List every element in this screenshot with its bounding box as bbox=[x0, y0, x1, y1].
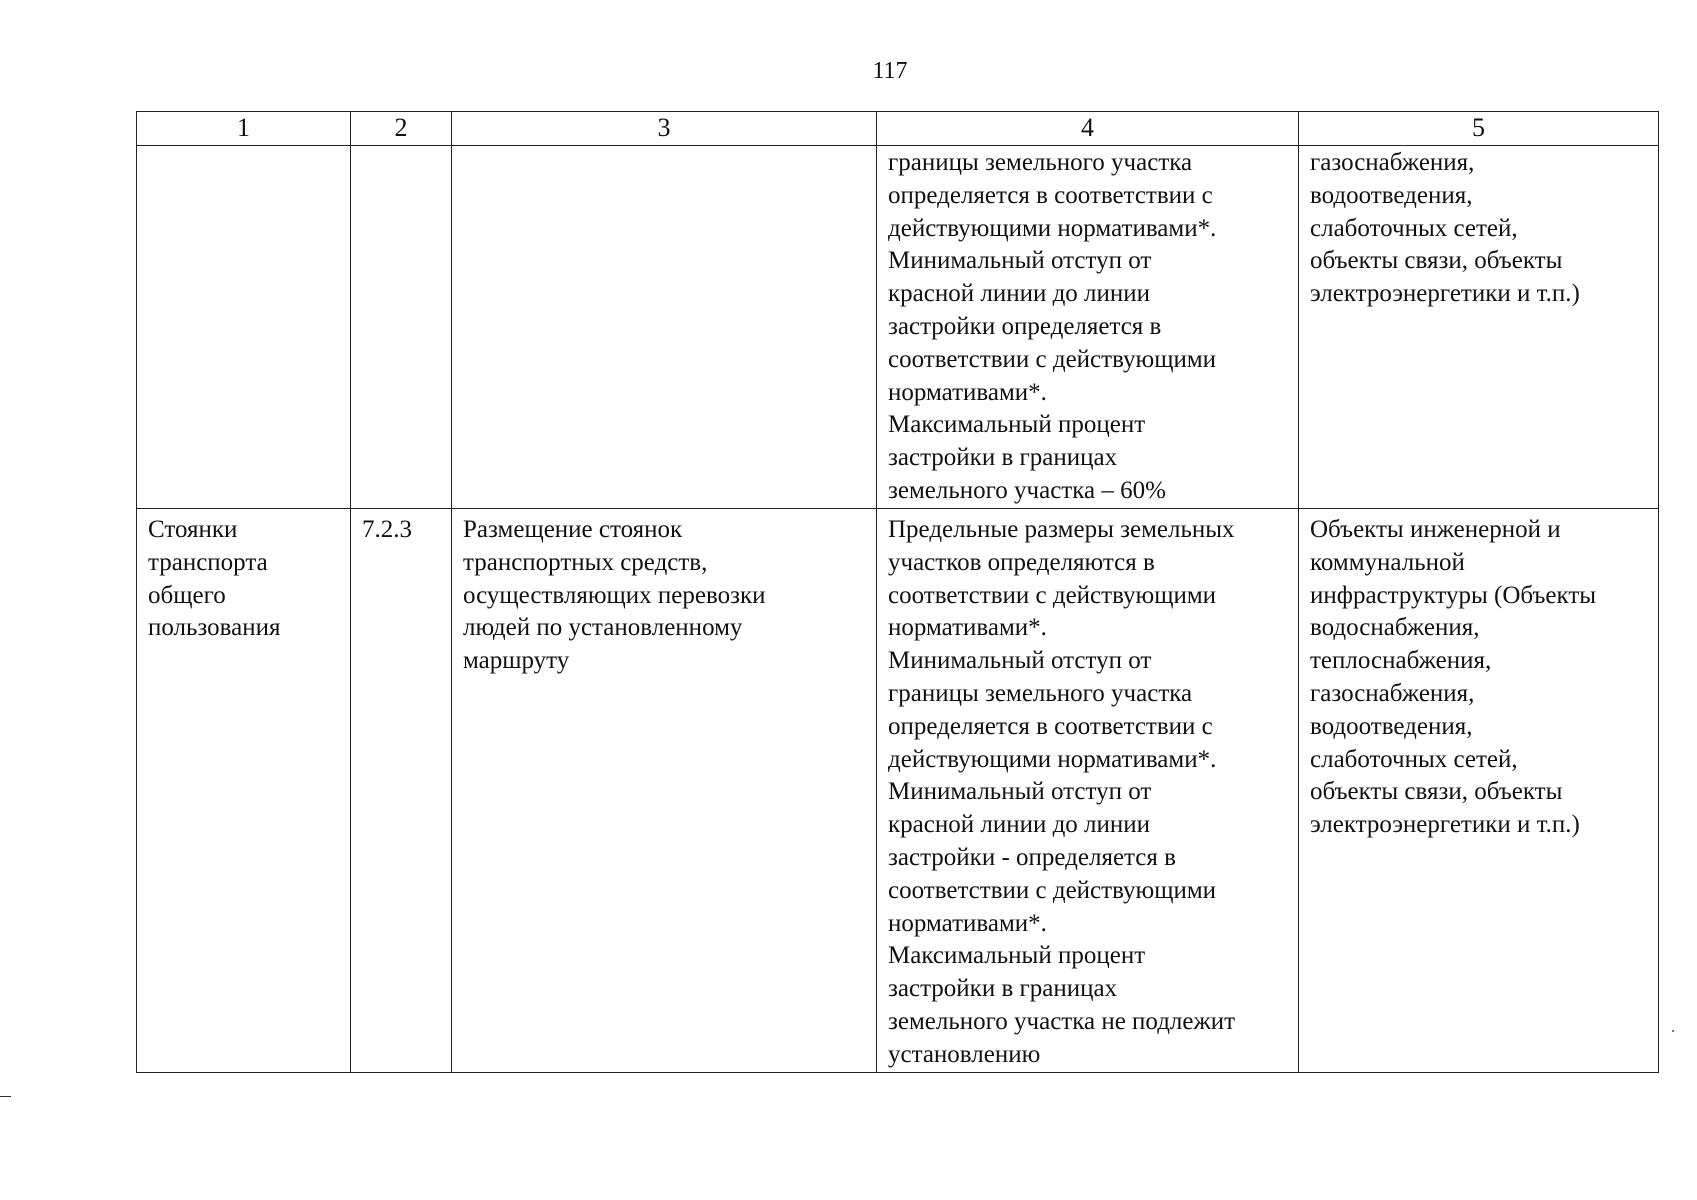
scan-margin-mark bbox=[0, 1096, 11, 1097]
parameters-cell bbox=[877, 146, 1299, 509]
description-text bbox=[463, 514, 868, 678]
text-line: застройки в границах bbox=[888, 444, 1118, 472]
text-line: коммунальной bbox=[1310, 548, 1465, 576]
land-use-table bbox=[136, 111, 1659, 1073]
text-line: границы земельного участка bbox=[888, 679, 1193, 707]
use-code: 7.2.3 bbox=[362, 516, 412, 543]
text-line: красной линии до линии bbox=[888, 811, 1151, 839]
column-header-4: 4 bbox=[877, 112, 1299, 146]
text-line: электроэнергетики и т.п.) bbox=[1310, 280, 1580, 308]
accessory-uses-cell bbox=[1299, 509, 1659, 1073]
text-line: пользования bbox=[148, 614, 281, 642]
text-line: Минимальный отступ от bbox=[888, 778, 1152, 806]
text-line: нормативами*. bbox=[888, 378, 1047, 406]
text-line: границы земельного участка bbox=[888, 149, 1193, 176]
text-line: Размещение стоянок bbox=[463, 516, 683, 543]
parameters-cell bbox=[877, 509, 1299, 1073]
use-type-cell bbox=[137, 146, 351, 509]
text-line: действующими нормативами*. bbox=[888, 214, 1217, 242]
text-line: транспорта bbox=[148, 548, 268, 576]
text-line: Максимальный процент bbox=[888, 411, 1146, 439]
text-line: слаботочных сетей, bbox=[1310, 745, 1518, 773]
text-line: нормативами*. bbox=[888, 614, 1047, 642]
text-line: определяется в соответствии с bbox=[888, 181, 1213, 209]
text-line: теплоснабжения, bbox=[1310, 647, 1492, 675]
scan-dot-mark bbox=[1672, 1030, 1674, 1032]
parameters-text bbox=[888, 514, 1290, 1072]
text-line: красной линии до линии bbox=[888, 280, 1151, 308]
text-line: соответствии с действующими bbox=[888, 876, 1217, 904]
text-line: маршруту bbox=[463, 647, 570, 675]
page-number: 117 bbox=[872, 58, 908, 84]
text-line: застройки - определяется в bbox=[888, 843, 1176, 871]
text-line: земельного участка не подлежит bbox=[888, 1007, 1236, 1035]
text-line: водоотведения, bbox=[1310, 181, 1473, 209]
text-line: установлению bbox=[888, 1040, 1041, 1068]
column-header-5: 5 bbox=[1299, 112, 1659, 146]
text-line: электроэнергетики и т.п.) bbox=[1310, 811, 1580, 839]
text-line: Минимальный отступ от bbox=[888, 247, 1152, 275]
text-line: соответствии с действующими bbox=[888, 345, 1217, 373]
column-header-3: 3 bbox=[452, 112, 877, 146]
text-line: определяется в соответствии с bbox=[888, 712, 1213, 740]
text-line: людей по установленному bbox=[463, 614, 743, 642]
use-type-cell bbox=[137, 509, 351, 1073]
description-cell bbox=[452, 509, 877, 1073]
text-line: слаботочных сетей, bbox=[1310, 214, 1518, 242]
code-cell bbox=[351, 146, 452, 509]
text-line: застройки в границах bbox=[888, 975, 1118, 1003]
text-line: Предельные размеры земельных bbox=[888, 516, 1235, 543]
text-line: Минимальный отступ от bbox=[888, 647, 1152, 675]
text-line: земельного участка – 60% bbox=[888, 476, 1166, 504]
parameters-text bbox=[888, 147, 1290, 508]
text-line: Стоянки bbox=[148, 516, 238, 543]
text-line: водоснабжения, bbox=[1310, 614, 1480, 642]
text-line: водоотведения, bbox=[1310, 712, 1473, 740]
table-row bbox=[137, 146, 1659, 509]
text-line: инфраструктуры (Объекты bbox=[1310, 581, 1597, 609]
text-line: объекты связи, объекты bbox=[1310, 247, 1563, 275]
use-type-text bbox=[148, 514, 342, 645]
text-line: газоснабжения, bbox=[1310, 679, 1475, 707]
text-line: Максимальный процент bbox=[888, 942, 1146, 970]
column-header-1: 1 bbox=[137, 112, 351, 146]
text-line: участков определяются в bbox=[888, 548, 1155, 576]
text-line: Объекты инженерной и bbox=[1310, 516, 1561, 543]
text-line: застройки определяется в bbox=[888, 312, 1162, 340]
text-line: соответствии с действующими bbox=[888, 581, 1217, 609]
text-line: действующими нормативами*. bbox=[888, 745, 1217, 773]
column-header-2: 2 bbox=[351, 112, 452, 146]
header-row bbox=[137, 112, 1659, 146]
text-line: общего bbox=[148, 581, 226, 609]
text-line: нормативами*. bbox=[888, 909, 1047, 937]
code-cell bbox=[351, 509, 452, 1073]
accessory-uses-text bbox=[1310, 514, 1650, 842]
text-line: осуществляющих перевозки bbox=[463, 581, 766, 609]
accessory-uses-cell bbox=[1299, 146, 1659, 509]
description-cell bbox=[452, 146, 877, 509]
text-line: транспортных средств, bbox=[463, 548, 708, 576]
table-row bbox=[137, 509, 1659, 1073]
text-line: объекты связи, объекты bbox=[1310, 778, 1563, 806]
text-line: газоснабжения, bbox=[1310, 149, 1475, 176]
accessory-uses-text bbox=[1310, 147, 1650, 311]
